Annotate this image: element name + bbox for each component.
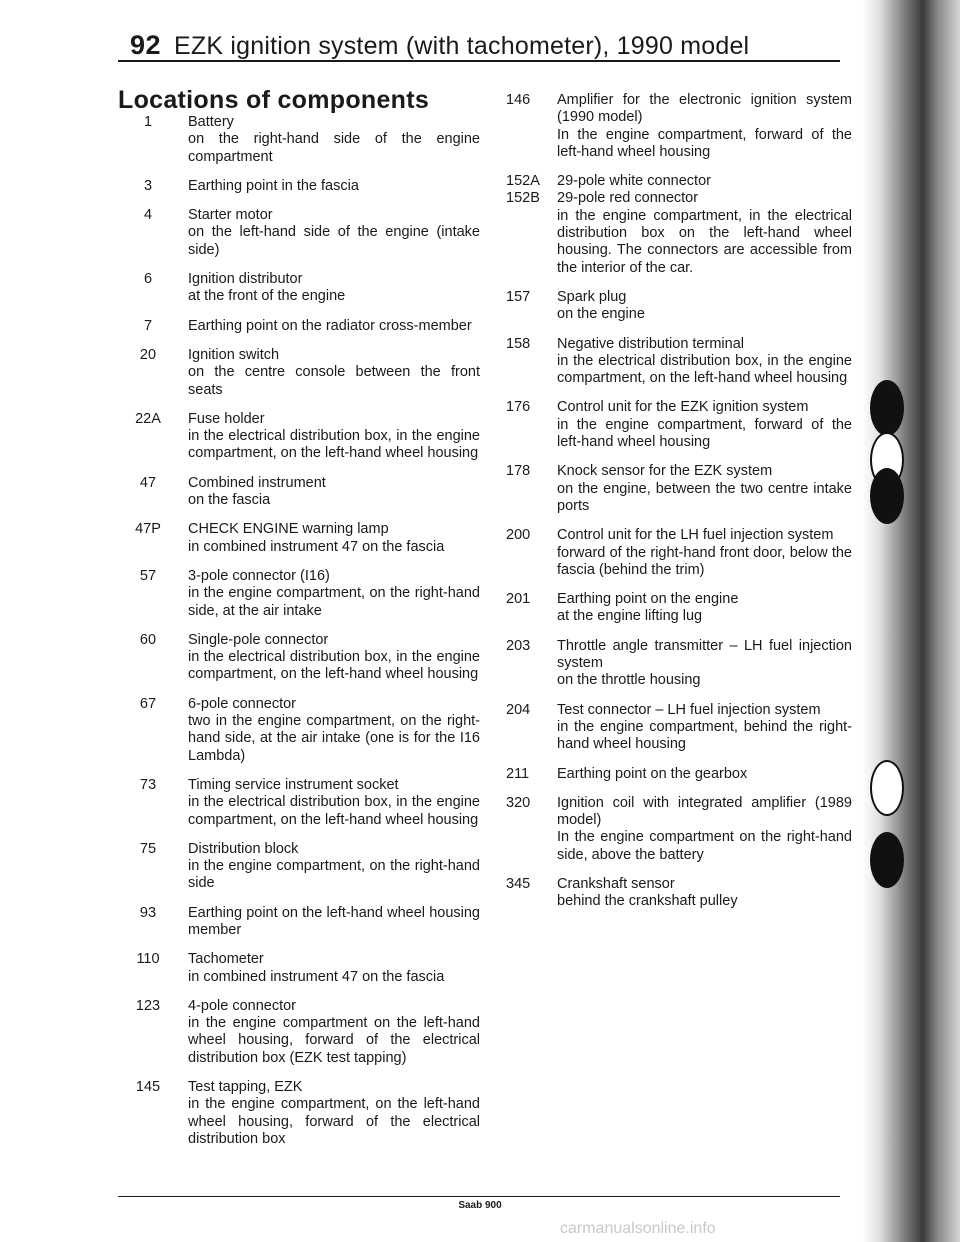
component-entry (506, 173, 852, 277)
component-location: in combined instrument 47 on the fascia (188, 968, 445, 985)
component-description (188, 521, 480, 556)
component-name: Earthing point on the engine (557, 591, 739, 608)
component-description (188, 178, 480, 195)
component-number: 345 (506, 875, 531, 892)
component-name: Combined instrument (188, 474, 326, 491)
component-name: Spark plug (557, 288, 627, 305)
component-description (557, 336, 852, 388)
component-number: 204 (506, 701, 531, 718)
component-description (557, 795, 852, 864)
component-entry (506, 876, 852, 911)
component-name: Fuse holder (188, 410, 265, 427)
component-location: in the engine compartment, on the left-hand wheel housing, forward of the electrical distribution box (188, 1096, 480, 1147)
component-location: in combined instrument 47 on the fascia (188, 538, 445, 555)
component-entry (506, 766, 852, 783)
component-description (188, 998, 480, 1067)
component-number: 110 (136, 951, 160, 968)
component-description (188, 318, 480, 335)
component-number: 146 (506, 92, 531, 108)
component-name: Tachometer (188, 951, 264, 968)
footer-label: Saab 900 (458, 1200, 502, 1211)
component-entry (506, 702, 852, 754)
watermark: carmanualsonline.info (560, 1220, 716, 1237)
component-number: 211 (506, 765, 530, 782)
component-description (188, 841, 480, 893)
component-name: Ignition distributor (188, 271, 303, 288)
component-name: Earthing point on the gearbox (557, 765, 748, 782)
component-location: in the engine compartment, in the electrical distribution box on the left-hand wheel housing. The connectors are accessible from the interior of the car. (557, 207, 852, 276)
component-name: Test tapping, EZK (188, 1079, 303, 1096)
footer-rule (118, 1196, 840, 1197)
component-entry (124, 998, 480, 1067)
component-description (188, 905, 480, 940)
component-number: 178 (506, 463, 531, 480)
component-description (188, 411, 480, 463)
component-number: 47 (139, 474, 157, 491)
component-location: on the fascia (188, 492, 271, 509)
component-name: Control unit for the LH fuel injection system (557, 527, 834, 544)
component-number: 6 (143, 271, 153, 288)
component-location: on the left-hand side of the engine (intake side) (188, 224, 480, 258)
component-description (557, 92, 852, 161)
component-description (557, 289, 852, 324)
component-entry (506, 463, 852, 515)
component-entry (124, 475, 480, 510)
component-entry (124, 568, 480, 620)
component-name: Earthing point in the fascia (188, 177, 359, 194)
component-number: 47P (135, 521, 161, 538)
component-name: Crankshaft sensor (557, 875, 675, 892)
component-number: 1 (143, 114, 153, 130)
component-entry (506, 289, 852, 324)
component-location: on the engine (557, 306, 645, 323)
component-entry (124, 777, 480, 829)
binding-strip (862, 0, 960, 1242)
component-number: 7 (143, 317, 153, 334)
component-description (557, 638, 852, 690)
component-number: 57 (139, 567, 157, 584)
component-name: Ignition switch (188, 346, 280, 363)
component-location: in the engine compartment, behind the right-hand wheel housing (557, 718, 852, 753)
component-location: In the engine compartment on the right-hand side, above the battery (557, 829, 852, 863)
component-name: Negative distribution terminal (557, 335, 744, 352)
component-name: Ignition coil with integrated amplifier (1989 model) (557, 794, 852, 829)
component-location: in the engine compartment, on the right-hand side, at the air intake (188, 585, 480, 619)
component-name: 4-pole connector (188, 997, 297, 1014)
component-name: Amplifier for the electronic ignition system (1990 model) (557, 92, 852, 126)
component-description (188, 568, 480, 620)
component-name: Knock sensor for the EZK system (557, 463, 773, 480)
component-description (188, 1079, 480, 1148)
component-entry (124, 1079, 480, 1148)
component-description (188, 951, 480, 986)
component-name: 29-pole white connector 29-pole red connector (557, 173, 711, 207)
page-header (118, 20, 838, 64)
component-location: in the electrical distribution box, in the engine compartment, on the left-hand wheel housing (188, 428, 480, 462)
component-name: 3-pole connector (I16) (188, 567, 330, 584)
component-location: in the engine compartment on the left-hand wheel housing, forward of the electrical distribution box (EZK test tapping) (188, 1015, 480, 1066)
component-location: on the throttle housing (557, 672, 701, 689)
left-component-list (124, 114, 480, 1160)
component-location: at the engine lifting lug (557, 608, 703, 625)
component-entry (124, 271, 480, 306)
component-entry (506, 336, 852, 388)
component-entry (506, 527, 852, 579)
component-number: 158 (506, 335, 531, 352)
binding-hole (870, 468, 904, 524)
component-number: 20 (139, 346, 157, 363)
component-description (188, 777, 480, 829)
component-location: two in the engine compartment, on the right-hand side, at the air intake (one is for the I16 Lambda) (188, 713, 480, 764)
component-description (557, 766, 852, 783)
component-number: 201 (506, 591, 531, 608)
component-entry (506, 638, 852, 690)
component-location: on the centre console between the front seats (188, 364, 480, 398)
component-number: 320 (506, 794, 531, 811)
component-entry (124, 114, 480, 166)
component-entry (124, 632, 480, 684)
component-description (557, 173, 852, 277)
component-name: Starter motor (188, 207, 273, 224)
component-number: 176 (506, 399, 531, 416)
component-number: 157 (506, 288, 531, 305)
component-number: 203 (506, 637, 531, 654)
component-number: 200 (506, 527, 531, 544)
component-location: in the engine compartment, on the right-hand side (188, 858, 480, 892)
binding-hole (870, 380, 904, 436)
component-name: Test connector – LH fuel injection system (557, 701, 821, 718)
component-number: 3 (143, 177, 153, 194)
component-name: Earthing point on the left-hand wheel housing member (188, 904, 480, 938)
component-entry (506, 92, 852, 161)
component-name: Timing service instrument socket (188, 776, 399, 793)
component-entry (124, 905, 480, 940)
component-number: 75 (139, 840, 157, 857)
component-entry (124, 951, 480, 986)
component-location: on the right-hand side of the engine compartment (188, 131, 480, 165)
component-location: on the engine, between the two centre intake ports (557, 480, 852, 514)
component-name: CHECK ENGINE warning lamp (188, 521, 389, 538)
component-description (188, 114, 480, 166)
header-rule (118, 60, 840, 62)
component-entry (124, 318, 480, 335)
component-description (188, 207, 480, 259)
component-description (188, 632, 480, 684)
component-number: 22A (135, 410, 161, 427)
component-entry (124, 347, 480, 399)
component-entry (124, 521, 480, 556)
component-name: 6-pole connector (188, 695, 297, 712)
component-name: Distribution block (188, 840, 299, 857)
component-location: at the front of the engine (188, 288, 346, 305)
component-description (557, 399, 852, 451)
component-number: 67 (139, 695, 157, 712)
right-component-list (506, 92, 852, 923)
component-number: 145 (135, 1079, 161, 1096)
component-location: behind the crankshaft pulley (557, 893, 738, 910)
component-entry (124, 696, 480, 765)
component-number: 123 (135, 997, 161, 1014)
component-number: 73 (139, 776, 157, 793)
component-name: Throttle angle transmitter – LH fuel injection system (557, 637, 852, 672)
component-number: 4 (143, 207, 153, 224)
component-location: in the electrical distribution box, in the engine compartment, on the left-hand wheel housing (188, 649, 480, 683)
component-description (188, 271, 480, 306)
component-entry (124, 207, 480, 259)
component-location: in the electrical distribution box, in the engine compartment, on the left-hand wheel housing (557, 352, 852, 387)
component-description (557, 876, 852, 911)
component-description (188, 475, 480, 510)
component-location: In the engine compartment, forward of the left-hand wheel housing (557, 126, 852, 160)
component-name: Single-pole connector (188, 631, 329, 648)
component-name: Control unit for the EZK ignition system (557, 399, 809, 416)
component-description (188, 696, 480, 765)
component-entry (506, 399, 852, 451)
component-description (188, 347, 480, 399)
component-entry (506, 795, 852, 864)
component-description (557, 463, 852, 515)
component-entry (124, 411, 480, 463)
section-title: Locations of components (118, 86, 430, 114)
component-description (557, 527, 852, 579)
component-number: 152A 152B (506, 173, 540, 207)
component-location: in the engine compartment, forward of the left-hand wheel housing (557, 416, 852, 451)
component-entry (124, 178, 480, 195)
component-number: 60 (139, 631, 157, 648)
binding-hole (870, 760, 904, 816)
component-location: forward of the right-hand front door, below the fascia (behind the trim) (557, 544, 852, 578)
component-entry (506, 591, 852, 626)
component-number: 93 (139, 904, 157, 921)
component-name: Battery (188, 114, 234, 130)
page-title: EZK ignition system (with tachometer), 1990 model (174, 32, 750, 60)
component-location: in the electrical distribution box, in the engine compartment, on the left-hand wheel housing (188, 794, 480, 828)
component-entry (124, 841, 480, 893)
page-number: 92 (130, 30, 162, 60)
component-description (557, 591, 852, 626)
component-description (557, 702, 852, 754)
binding-hole (870, 832, 904, 888)
component-name: Earthing point on the radiator cross-member (188, 317, 472, 334)
